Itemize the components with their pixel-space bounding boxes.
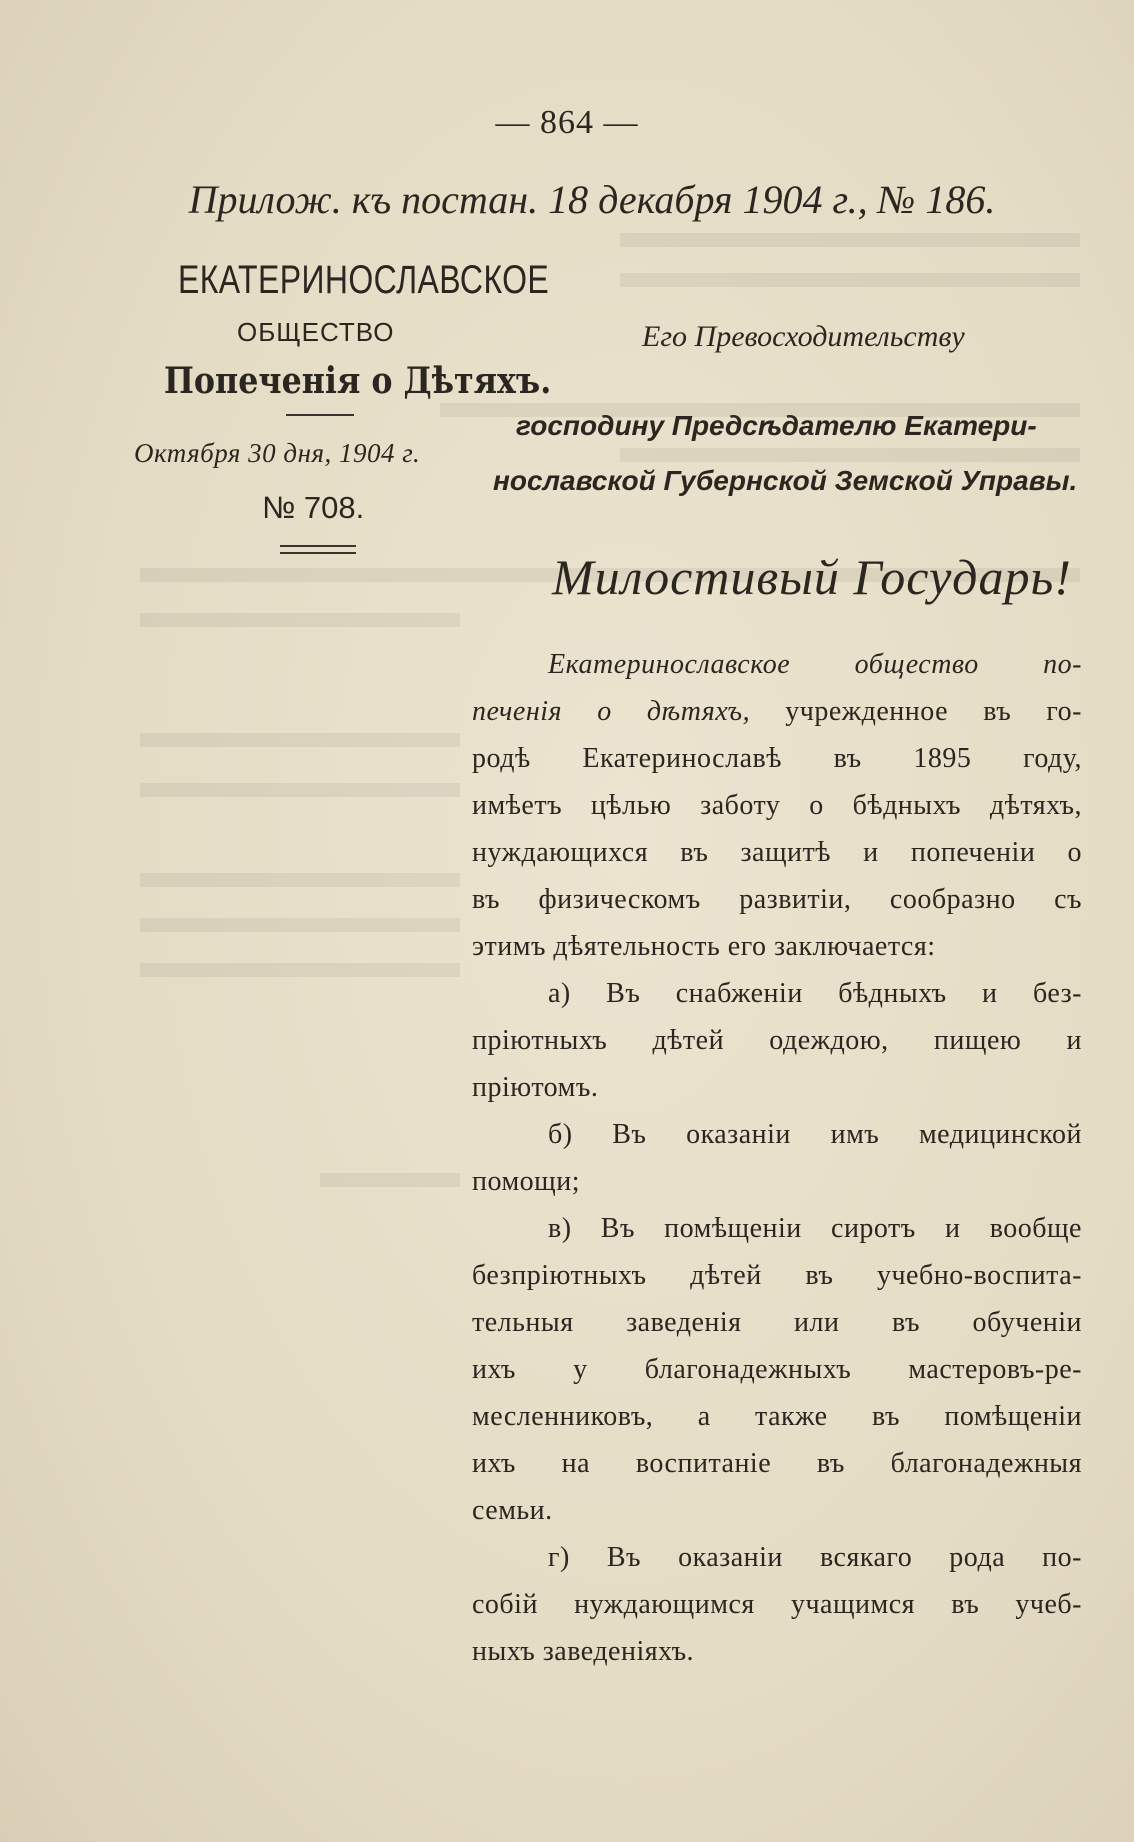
body-line: безпріютныхъ дѣтей въ учебно-воспита- — [472, 1260, 1082, 1291]
body-line-text: учрежденное въ го- — [750, 696, 1082, 727]
body-line: семьи. — [472, 1495, 553, 1526]
body-line-text: имѣетъ цѣлью заботу о бѣдныхъ дѣтяхъ, — [472, 790, 1082, 821]
list-item-v: в) Въ помѣщеніи сиротъ и вообще — [548, 1213, 1082, 1244]
body-line: тельныя заведенія или въ обученіи — [472, 1307, 1082, 1338]
body-line: месленниковъ, а также въ помѣщеніи — [472, 1401, 1082, 1432]
list-item-g: г) Въ оказаніи всякаго рода по- — [548, 1542, 1082, 1573]
body-line: ихъ у благонадежныхъ мастеровъ-ре- — [472, 1354, 1082, 1385]
body-line-text: родѣ Екатеринославѣ въ 1895 году, — [472, 743, 1082, 774]
sender-org-purpose: Попеченія о Дѣтяхъ. — [164, 360, 552, 402]
page-number: — 864 — — [495, 104, 639, 141]
double-rule-top — [280, 545, 356, 547]
sender-org-type: ОБЩЕСТВО — [237, 317, 395, 347]
body-line — [472, 930, 1082, 964]
addressee-line-3: нославской Губернской Земской Управы. — [493, 465, 1078, 496]
body-line: пріютныхъ дѣтей одеждою, пищею и — [472, 1025, 1082, 1056]
body-line-text: въ физическомъ развитіи, сообразно съ — [472, 884, 1082, 915]
body-line — [472, 742, 1082, 776]
addressee-line-2: господину Предсѣдателю Екатери- — [516, 410, 1037, 441]
body-line-text: этимъ дѣятельность его заключается: — [472, 931, 936, 962]
outgoing-number: № 708. — [262, 490, 365, 525]
body-line — [472, 789, 1082, 823]
body-line — [548, 648, 1082, 682]
body-line — [472, 883, 1082, 917]
body-line: ихъ на воспитаніе въ благонадежныя — [472, 1448, 1082, 1479]
body-line: собій нуждающимся учащимся въ учеб- — [472, 1589, 1082, 1620]
salutation: Милостивый Государь! — [552, 549, 1072, 605]
body-line-text: нуждающихся въ защитѣ и попеченіи о — [472, 837, 1082, 868]
body-line — [472, 695, 1082, 729]
divider-rule — [286, 414, 354, 416]
body-line-italic: Екатеринославское общество по- — [548, 649, 1082, 680]
letter-date: Октября 30 дня, 1904 г. — [134, 438, 421, 468]
body-line-italic: печенія о дѣтяхъ, — [472, 696, 751, 727]
addressee-title: Его Превосходительству — [642, 320, 965, 353]
list-item-b: б) Въ оказаніи имъ медицинской — [548, 1119, 1082, 1150]
body-line — [472, 836, 1082, 870]
body-line: ныхъ заведеніяхъ. — [472, 1636, 695, 1667]
sender-org-name: ЕКАТЕРИНОСЛАВСКОЕ — [178, 258, 550, 302]
body-line: пріютомъ. — [472, 1072, 599, 1103]
body-line: помощи; — [472, 1166, 580, 1197]
list-item-a: а) Въ снабженіи бѣдныхъ и без- — [548, 978, 1082, 1009]
appendix-note: Прилож. къ постан. 18 декабря 1904 г., № 186. — [188, 177, 996, 222]
double-rule-bottom — [280, 552, 356, 554]
